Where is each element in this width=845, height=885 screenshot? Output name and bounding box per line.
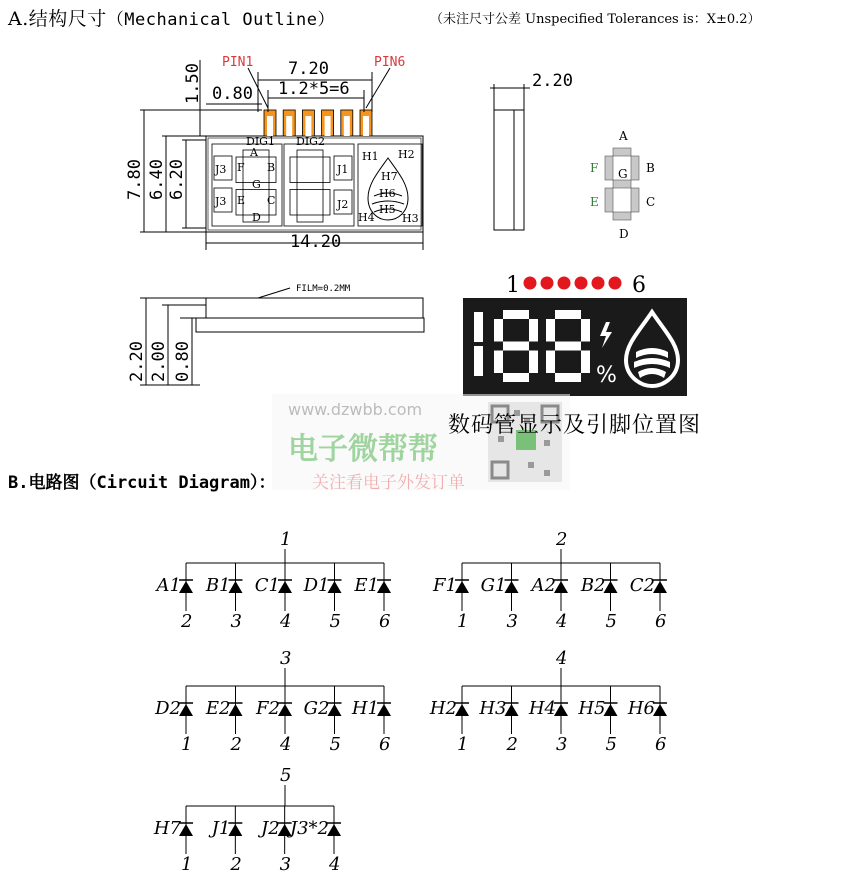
dim-7-80: 7.80 xyxy=(125,159,145,200)
display-photo xyxy=(463,273,687,396)
led-label: H7 xyxy=(153,818,181,839)
front-label: C xyxy=(267,194,276,207)
front-segment-labels xyxy=(214,135,419,225)
front-label: J2 xyxy=(337,198,349,211)
front-label: H6 xyxy=(379,187,396,200)
diode-icon xyxy=(377,704,391,716)
led-pin: 3 xyxy=(230,611,242,632)
dim-6-20: 6.20 xyxy=(167,159,187,200)
segment-d xyxy=(555,373,581,382)
diode-icon xyxy=(554,704,568,716)
bottom-dim-text xyxy=(127,341,193,382)
side-body-2 xyxy=(514,110,524,230)
side-body xyxy=(494,110,514,230)
segment-f xyxy=(494,319,503,342)
common-pin: 3 xyxy=(280,648,292,669)
segment-a xyxy=(613,148,631,156)
pin-dot xyxy=(541,277,554,290)
side-dim: 2.20 xyxy=(532,71,573,91)
diode-icon xyxy=(554,581,568,593)
diode-icon xyxy=(179,581,193,593)
led-label: D1 xyxy=(303,575,330,596)
led-pin: 2 xyxy=(230,734,242,755)
legend-label-b: B xyxy=(646,161,655,175)
section-a-en: （Mechanical Outline） xyxy=(106,10,335,30)
front-label: H1 xyxy=(362,150,379,163)
diode-icon xyxy=(653,581,667,593)
pin-start-label: 1 xyxy=(506,273,520,298)
pin-slot xyxy=(363,116,369,136)
dim-7-20: 7.20 xyxy=(288,59,329,79)
segment-a xyxy=(503,310,529,319)
dim-pitch: 1.2*5=6 xyxy=(278,79,350,99)
led-pin: 5 xyxy=(605,611,617,632)
led-label: A2 xyxy=(531,575,556,596)
pin-slot xyxy=(267,116,273,136)
led-pin: 4 xyxy=(329,854,341,875)
led-label: B1 xyxy=(205,575,231,596)
led-pin: 6 xyxy=(655,611,667,632)
led-label: G1 xyxy=(480,575,507,596)
segment-d xyxy=(613,212,631,220)
circuit-diagram xyxy=(153,529,667,875)
pins xyxy=(264,110,372,136)
diode-icon xyxy=(229,581,243,593)
watermark-url: www.dzwbb.com xyxy=(288,400,423,419)
pin-dot xyxy=(609,277,622,290)
segment-c xyxy=(631,188,639,212)
segment-c xyxy=(581,351,590,374)
led-pin: 6 xyxy=(379,734,391,755)
led-pin: 5 xyxy=(605,734,617,755)
diode-icon xyxy=(229,704,243,716)
led-label: F2 xyxy=(256,698,280,719)
common-pin: 5 xyxy=(280,765,292,786)
segment-g xyxy=(503,342,529,351)
led-label: A1 xyxy=(156,575,181,596)
legend-label-f: F xyxy=(590,161,599,175)
pin-slot xyxy=(344,116,350,136)
led-pin: 5 xyxy=(329,734,341,755)
pin-dot xyxy=(524,277,537,290)
section-a-cn: A.结构尺寸 xyxy=(8,8,107,30)
diode-icon xyxy=(328,704,342,716)
pin-dots xyxy=(524,277,622,290)
front-dim-text xyxy=(125,59,350,252)
front-label: J3 xyxy=(215,163,227,176)
led-pin: 4 xyxy=(280,611,292,632)
dim-0-80-b: 0.80 xyxy=(173,341,193,382)
common-pin: 4 xyxy=(556,648,568,669)
film-leader xyxy=(258,288,290,298)
led-pin: 1 xyxy=(181,854,193,875)
dim-0-80: 0.80 xyxy=(212,84,253,104)
segment-g xyxy=(555,342,581,351)
segment-b xyxy=(631,156,639,180)
diode-icon xyxy=(228,824,242,836)
led-label: E2 xyxy=(205,698,231,719)
dim-14-20: 14.20 xyxy=(290,232,342,252)
bottom-top-layer xyxy=(206,298,423,318)
led-pin: 3 xyxy=(556,734,568,755)
common-pin: 1 xyxy=(280,529,292,550)
segment-e xyxy=(494,351,503,374)
digit-one-lower xyxy=(474,346,483,376)
pin1-label: PIN1 xyxy=(222,55,254,70)
led-pin: 3 xyxy=(279,854,292,875)
led-pin: 4 xyxy=(280,734,292,755)
segment-b xyxy=(529,319,538,342)
led-label: C2 xyxy=(629,575,655,596)
common-pin: 2 xyxy=(556,529,568,550)
led-pin: 2 xyxy=(230,854,242,875)
led-label: G2 xyxy=(303,698,330,719)
segment-a xyxy=(555,310,581,319)
diode-icon xyxy=(505,581,519,593)
pin-slot xyxy=(325,116,331,136)
pin6-label: PIN6 xyxy=(374,55,406,70)
led-label: H3 xyxy=(479,698,507,719)
film-label: FILM=0.2MM xyxy=(296,284,351,294)
led-group-3 xyxy=(154,648,391,755)
led-group-5 xyxy=(153,765,341,875)
segment-b xyxy=(323,157,330,183)
percent-sign: % xyxy=(596,363,617,388)
diode-icon xyxy=(653,704,667,716)
led-pin: 6 xyxy=(655,734,667,755)
legend-label-e: E xyxy=(590,195,599,209)
front-label: DIG2 xyxy=(296,135,325,148)
led-label: C1 xyxy=(254,575,280,596)
diode-icon xyxy=(179,704,193,716)
legend-label-a: A xyxy=(619,129,628,143)
diode-icon xyxy=(377,581,391,593)
led-pin: 6 xyxy=(379,611,391,632)
front-label: F xyxy=(237,161,245,174)
led-group-2 xyxy=(432,529,667,632)
digit-one-upper xyxy=(474,312,483,342)
segment-legend xyxy=(590,129,655,241)
front-label: G xyxy=(252,178,261,191)
diode-icon xyxy=(505,704,519,716)
led-label: J3*2 xyxy=(289,818,329,839)
diode-icon xyxy=(604,581,618,593)
front-label: D xyxy=(252,211,261,224)
led-pin: 5 xyxy=(329,611,341,632)
front-label: DIG1 xyxy=(246,135,275,148)
tolerance-note: （未注尺寸公差 Unspecified Tolerances is：X±0.2） xyxy=(430,12,761,27)
pin-slot xyxy=(305,116,311,136)
pin-slot xyxy=(286,116,292,136)
led-label: H2 xyxy=(429,698,457,719)
legend-label-d: D xyxy=(619,227,629,241)
watermark-name: 电子微帮帮 xyxy=(288,432,438,467)
pin6-leader xyxy=(366,68,390,108)
legend-label-g: G xyxy=(618,167,628,181)
front-label: H4 xyxy=(358,211,375,224)
led-pin: 1 xyxy=(457,611,469,632)
front-label: H7 xyxy=(381,170,398,183)
led-label: D2 xyxy=(155,698,181,719)
led-pin: 3 xyxy=(506,611,518,632)
segment-e xyxy=(605,188,613,212)
diode-icon xyxy=(179,824,193,836)
segment-g xyxy=(297,183,323,190)
dim-2-20-b: 2.20 xyxy=(127,341,147,382)
front-label: E xyxy=(237,194,246,207)
led-pin: 2 xyxy=(181,611,193,632)
front-label: A xyxy=(250,146,258,159)
diode-icon xyxy=(455,704,469,716)
body-inner xyxy=(208,138,421,230)
front-label: H5 xyxy=(379,203,396,216)
led-label: H4 xyxy=(528,698,556,719)
pin-dot xyxy=(558,277,571,290)
led-group-1 xyxy=(155,529,391,632)
led-pin: 1 xyxy=(457,734,469,755)
pin-dot xyxy=(575,277,588,290)
front-label: H3 xyxy=(402,212,419,225)
watermark-sub: 关注看电子外发订单 xyxy=(312,473,465,493)
front-label: H2 xyxy=(398,148,415,161)
side-view xyxy=(490,84,530,230)
legend-label-c: C xyxy=(646,195,656,209)
diode-icon xyxy=(604,704,618,716)
segment-f xyxy=(290,157,297,183)
led-group-4 xyxy=(429,648,667,755)
segment-c xyxy=(529,351,538,374)
led-pin: 4 xyxy=(556,611,568,632)
dim-1-50: 1.50 xyxy=(183,63,203,104)
front-label: J3 xyxy=(215,195,227,208)
segment-f xyxy=(605,156,613,180)
segment-a xyxy=(297,150,323,157)
led-pin: 2 xyxy=(506,734,518,755)
led-label: B2 xyxy=(580,575,606,596)
digit2-segments xyxy=(290,150,330,222)
segment-b xyxy=(581,319,590,342)
bottom-base xyxy=(196,318,424,332)
led-label: H1 xyxy=(351,698,379,719)
led-pin: 1 xyxy=(181,734,193,755)
segment-e xyxy=(290,190,297,216)
section-b-title: B.电路图（Circuit Diagram）： xyxy=(8,473,276,493)
diode-icon xyxy=(328,581,342,593)
diode-icon xyxy=(455,581,469,593)
led-label: H5 xyxy=(578,698,606,719)
pin-end-label: 6 xyxy=(632,273,646,298)
segment-e xyxy=(546,351,555,374)
front-label: B xyxy=(267,161,276,174)
segment-g xyxy=(613,180,631,188)
led-label: J1 xyxy=(211,818,231,839)
diode-icon xyxy=(327,824,341,836)
dim-2-00-b: 2.00 xyxy=(149,341,169,382)
diode-icon xyxy=(278,704,292,716)
led-label: J2 xyxy=(260,818,280,839)
segment-d xyxy=(297,215,323,222)
led-label: E1 xyxy=(354,575,379,596)
dim-6-40: 6.40 xyxy=(147,159,167,200)
diode-icon xyxy=(278,581,292,593)
segment-c xyxy=(323,190,330,216)
led-label: H6 xyxy=(627,698,655,719)
pin-dot xyxy=(592,277,605,290)
segment-d xyxy=(503,373,529,382)
segment-f xyxy=(546,319,555,342)
figure-caption: 数码管显示及引脚位置图 xyxy=(448,413,702,438)
led-label: F1 xyxy=(433,575,457,596)
front-label: J1 xyxy=(337,163,349,176)
